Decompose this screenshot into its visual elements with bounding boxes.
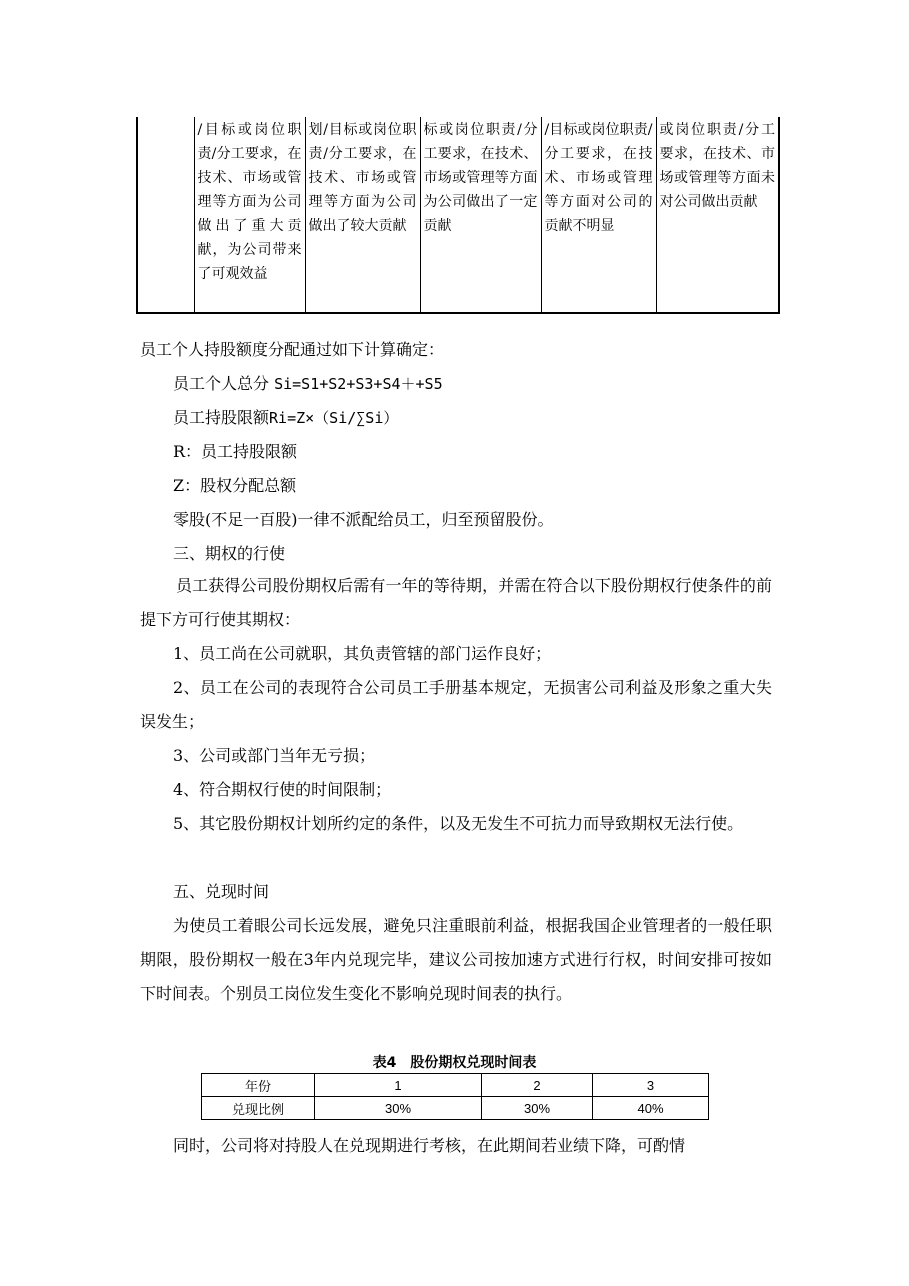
table-header-cell: 3: [593, 1074, 709, 1097]
formula-total: [173, 374, 443, 394]
formula-limit-label: 员工持股限额: [173, 408, 270, 427]
formula-limit-expr: Ri=Z×（Si/∑Si）: [269, 409, 399, 427]
criteria-cell: /目标或岗位职责/分工要求，在技术、市场或管理等方面为公司做出了重大贡献，为公司带来了可观效益: [194, 117, 305, 313]
formula-limit: [173, 408, 398, 428]
condition-item: 3、公司或部门当年无亏损；: [173, 746, 376, 765]
criteria-cell: 标或岗位职责/分工要求，在技术、市场或管理等方面为公司做出了一定贡献: [420, 117, 541, 313]
criteria-table: [136, 117, 780, 314]
definition-z: Z：股权分配总额: [173, 476, 297, 495]
redemption-time-table: [201, 1073, 709, 1120]
section-3-heading: 三、期权的行使: [173, 544, 286, 563]
intro-paragraph: 员工个人持股额度分配通过如下计算确定：: [140, 340, 445, 359]
table-header-cell: 2: [482, 1074, 593, 1097]
definition-r: R：员工持股限额: [173, 442, 298, 461]
table-row: [202, 1097, 709, 1120]
table-row: [202, 1074, 709, 1097]
formula-total-label: 员工个人总分: [173, 374, 275, 393]
table-row: [137, 117, 779, 313]
criteria-cell: [137, 117, 194, 313]
table-cell: 30%: [482, 1097, 593, 1120]
table-cell: 30%: [315, 1097, 482, 1120]
table-header-cell: 年份: [202, 1074, 315, 1097]
condition-item: 5、其它股份期权计划所约定的条件，以及无发生不可抗力而导致期权无法行使。: [173, 814, 744, 833]
condition-item: 4、符合期权行使的时间限制；: [173, 780, 392, 799]
table-cell: 40%: [593, 1097, 709, 1120]
condition-item: 2、员工在公司的表现符合公司员工手册基本规定，无损害公司利益及形象之重大失误发生；: [140, 678, 772, 731]
odd-lot-paragraph: 零股(不足一百股)一律不派配给员工，归至预留股份。: [173, 510, 554, 529]
section-3-paragraph: 员工获得公司股份期权后需有一年的等待期，并需在符合以下股份期权行使条件的前提下方可行使其期权：: [140, 576, 772, 629]
section-5-heading: 五、兑现时间: [173, 882, 270, 901]
table-header-cell: 1: [315, 1074, 482, 1097]
section-5-paragraph: 为使员工着眼公司长远发展，避免只注重眼前利益，根据我国企业管理者的一般任职期限，股份期权一般在3年内兑现完毕，建议公司按加速方式进行行权，时间安排可按如下时间表。个别员工岗位发生变化不影响兑现时间表的执行。: [140, 916, 772, 1003]
table-cell: 兑现比例: [202, 1097, 315, 1120]
criteria-cell: /目标或岗位职责/分工要求，在技术、市场或管理等方面对公司的贡献不明显: [541, 117, 656, 313]
formula-total-expr: Si=S1+S2+S3+S4＋+S5: [274, 375, 443, 393]
time-table-title: 表4 股份期权兑现时间表: [372, 1055, 537, 1071]
criteria-cell: 划/目标或岗位职责/分工要求，在技术、市场或管理等方面为公司做出了较大贡献: [305, 117, 420, 313]
criteria-cell: 或岗位职责/分工要求，在技术、市场或管理等方面未对公司做出贡献: [656, 117, 779, 313]
condition-item: 1、员工尚在公司就职，其负责管辖的部门运作良好；: [173, 644, 552, 663]
closing-paragraph: 同时，公司将对持股人在兑现期进行考核，在此期间若业绩下降，可酌情: [173, 1136, 686, 1155]
